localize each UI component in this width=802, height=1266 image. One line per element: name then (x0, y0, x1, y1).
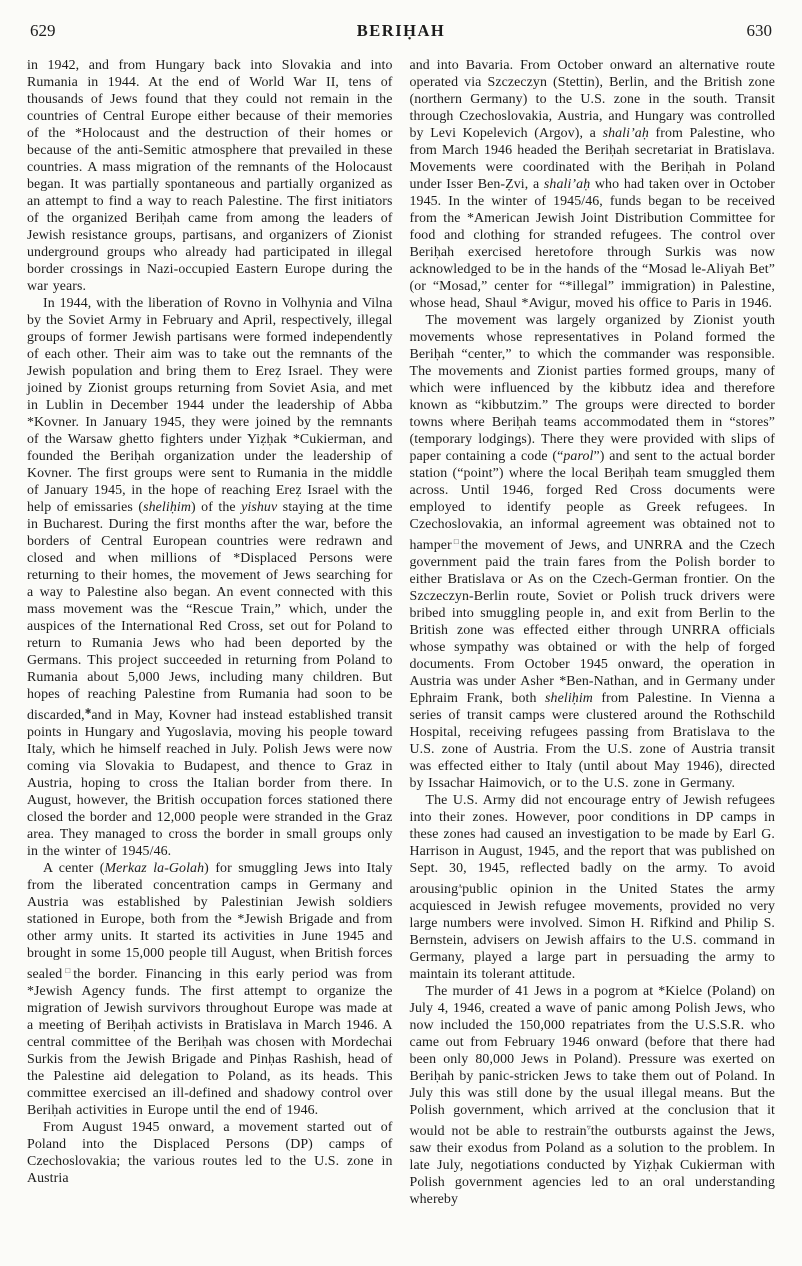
print-artifact: ✱ (84, 707, 92, 716)
text-run: the outbursts against the Jews, saw their exodus from Poland as a solution to the problem. In late July, negotiations conducted by Yiẓḥak Cukierman with Polish government agencies led to an oral understanding whereby (409, 1124, 775, 1207)
paragraph (27, 57, 393, 295)
text-run: the movement of Jews, and UNRRA and the Czech government paid the train fares from the Polish border to either Bratislava or As on the Czech-German frontier. On the Szczeczyn-Berlin route, Soviet or Polish truck drivers were bribed into smuggling people in, and exit from Berlin to the British zone was effected either through UNRRA officials whose sympathy was obtained or with the help of forged documents. From October 1945 onward, the operation in Austria was under Asher *Ben-Nathan, and in Germany under Ephraim Frank, both (409, 538, 775, 706)
paragraph (410, 57, 776, 312)
text-run: the border. Financing in this early period was from *Jewish Agency funds. The first attempt to organize the migration of Jewish survivors throughout Europe was made at a meeting of Beriḥah activists in Bratislava in March 1946. A central committee of the Beriḥah was chosen with Mordechai Surkis from the Jewish Brigade and Pinḥas Rashish, head of the Palestine aid delegation to Poland, as its heads. This committee exercised an ill-defined and shadowy control over Beriḥah activities in Europe until the end of 1946. (27, 967, 393, 1118)
text-run: In 1944, with the liberation of Rovno in Volhynia and Vilna by the Soviet Army in February and April, respectively, illegal groups of former Jewish partisans were formed independently of each other. Their aim was to take out the remnants of the Jewish population and bring them to Ereẓ Israel. They were joined by Zionist groups returning from Soviet Asia, and met in Lublin in December 1944 under the leadership of Abba *Kovner. In January 1945, they were joined by the remnants of the Warsaw ghetto fighters under Yiẓḥak *Cukierman, and founded the Beriḥah organization under the leadership of Kovner. The first groups were sent to Rumania in the middle of January 1945, in the hope of reaching Ereẓ Israel with the help of emissaries ( (27, 296, 393, 515)
text-run: and into Bavaria. From October onward an alternative route operated via Szczeczyn (Stettin), Berlin, and the British zone (northern Germany) to the U.S. zone in the south. Transit through Czechoslovakia, Austria, and Hungary was controlled by Levi Kopelevich (Argov), a (409, 58, 775, 141)
text-run: who had taken over in October 1945. In the winter of 1945/46, funds began to be received from the *American Jewish Joint Distribution Committee for food and clothing for stranded refugees. The control over Beriḥah exercised heretofore through Surkis was now acknowledged to be in the hands of the “Mosad le-Aliyah Bet” (or “Mosad,” center for “*illegal” immigration) in Palestine, whose head, Shaul *Avigur, moved his office to Paris in 1946. (409, 177, 775, 311)
text-run: The movement was largely organized by Zionist youth movements whose representatives in Poland formed the Beriḥah “center,” to which the commander was responsible. The movements and Zionist parties formed groups, many of which were influenced by the kibbutz idea and therefore known as “kibbutzim.” The groups were directed to border towns where Beriḥah teams accommodated them in “stores” (temporary lodgings). There they were provided with slips of paper containing a code (“ (409, 313, 775, 464)
text-run: and in May, Kovner had instead established transit points in Hungary and Yugoslavia, moving his people toward Italy, which he himself reached in July. Polish Jews were now coming via Slovakia to Budapest, and thence to Graz in Austria, hoping to cross the Italian border from there. In August, however, the British occupation forces stationed there closed the border and 12,000 people were stranded in the Graz area. They managed to cross the border in small groups only in the winter of 1945/46. (27, 708, 393, 859)
italic-term: shali’aḥ (602, 126, 649, 141)
italic-term: parol (563, 449, 594, 464)
text-run: The U.S. Army did not encourage entry of Jewish refugees into their zones. However, poor conditions in DP camps in these zones had caused an investigation to be made by Earl G. Harrison in August, 1945, and the report that was published on Sept. 30, 1945, reflected badly on the army. To avoid arousing (409, 793, 775, 897)
page-number-left: 629 (30, 21, 56, 40)
text-run: ) of the (190, 500, 242, 515)
text-run: The murder of 41 Jews in a pogrom at *Kielce (Poland) on July 4, 1946, created a wave of panic among Polish Jews, who now included the 150,000 repatriates from the U.S.S.R. who came out from February 1946 onward (before that there had been only 80,000 Jews in Poland). Pressure was exerted on Beriḥah by panic-stricken Jews to take them out of Poland. In July this was still done by the usual illegal means. But the Polish government, which arrived at the conclusion that it would not be able to restrain (409, 984, 775, 1139)
italic-term: Merkaz la-Golah (104, 861, 205, 876)
italic-term: sheliḥim (545, 691, 593, 706)
text-run: staying at the time in Bucharest. During the first months after the war, before the borders of Central European countries were redrawn and closed and when millions of *Displaced Persons were returning to their homes, the movement of Jews searching for a way to Palestine also began. An event connected with this mass movement was the “Rescue Train,” which, under the auspices of the International Red Cross, set out for Poland to return to Rumania Jews who had been deported by the Germans. This project succeeded in returning from Poland to Rumania about 5,000 Jews, including many children. But hopes of reaching Palestine from Rumania had soon to be discarded, (27, 500, 393, 723)
text-run: A center ( (43, 861, 105, 876)
italic-term: shali’aḥ (543, 177, 591, 192)
text-run: in 1942, and from Hungary back into Slovakia and into Rumania in 1944. At the end of World War II, tens of thousands of Jews found that they could not remain in the countries of Central Europe either because of their memories of the *Holocaust and the destruction of their homes or because of the anti-Semitic atmosphere that prevailed in these countries. A mass migration of the remnants of the Holocaust began. It was partially spontaneous and partially organized as an attempt to find a way to reach Palestine. The first initiators of the organized Beriḥah came from among the leaders of Jewish resistance groups, partisans, and organizers of Zionist underground groups who already had participated in illegal border crossings in Nazi-occupied Eastern Europe during the war years. (27, 58, 393, 294)
paragraph (410, 312, 776, 792)
print-artifact: ▿ (586, 1123, 591, 1132)
paragraph (410, 792, 776, 983)
paragraph (27, 1119, 393, 1187)
left-column (27, 57, 393, 1208)
print-artifact: □ (62, 966, 74, 975)
text-run: from Palestine, who from March 1946 headed the Beriḥah secretariat in Bratislava. Movements were coordinated with the Beriḥah in Poland under Isser Ben-Ẓvi, a (409, 126, 775, 192)
paragraph (410, 983, 776, 1208)
page-number-right: 630 (746, 21, 772, 40)
italic-term: sheliḥim (143, 500, 191, 515)
italic-term: yishuv (241, 500, 278, 515)
paragraph (27, 860, 393, 1119)
text-columns (27, 57, 775, 1208)
paragraph (27, 295, 393, 860)
print-artifact: □ (451, 537, 461, 546)
right-column (410, 57, 776, 1208)
running-title: BERIḤAH (356, 21, 446, 40)
print-artifact: ʌ (458, 881, 463, 890)
text-run: from Palestine. In Vienna a series of transit camps were clustered around the Rothschild Hospital, receiving refugees passing from Bratislava to the U.S. zone of Austria. From the U.S. zone of Austria transit was effected either to Italy (until about May 1946), directed by Issachar Haimovich, or to the U.S. zone in Germany. (409, 691, 775, 791)
text-run: From August 1945 onward, a movement started out of Poland into the Displaced Persons (DP) camps of Czechoslovakia; the various routes led to the U.S. zone in Austria (27, 1120, 393, 1186)
text-run: ) for smuggling Jews into Italy from the liberated concentration camps in Germany and Austria was established by Palestinian Jewish soldiers stationed in Europe, both from the *Jewish Brigade and from other army units. It started its activities in June 1945 and brought in some 15,000 people till August, when British forces sealed (27, 861, 393, 982)
page-header (27, 20, 775, 42)
text-run: ”) and sent to the actual border station (“point”) where the local Beriḥah team smuggled them across. Until 1946, forged Red Cross documents were employed to identify people as Greek refugees. In Czechoslovakia, an informal agreement was obtained not to hamper (409, 449, 775, 553)
text-run: public opinion in the United States the army acquiesced in Jewish refugee movements, provided no very large numbers were involved. Simon H. Rifkind and Philip S. Bernstein, advisers on Jewish affairs to the U.S. command in Germany, played a large part in persuading the army to maintain its tolerant attitude. (409, 882, 775, 982)
